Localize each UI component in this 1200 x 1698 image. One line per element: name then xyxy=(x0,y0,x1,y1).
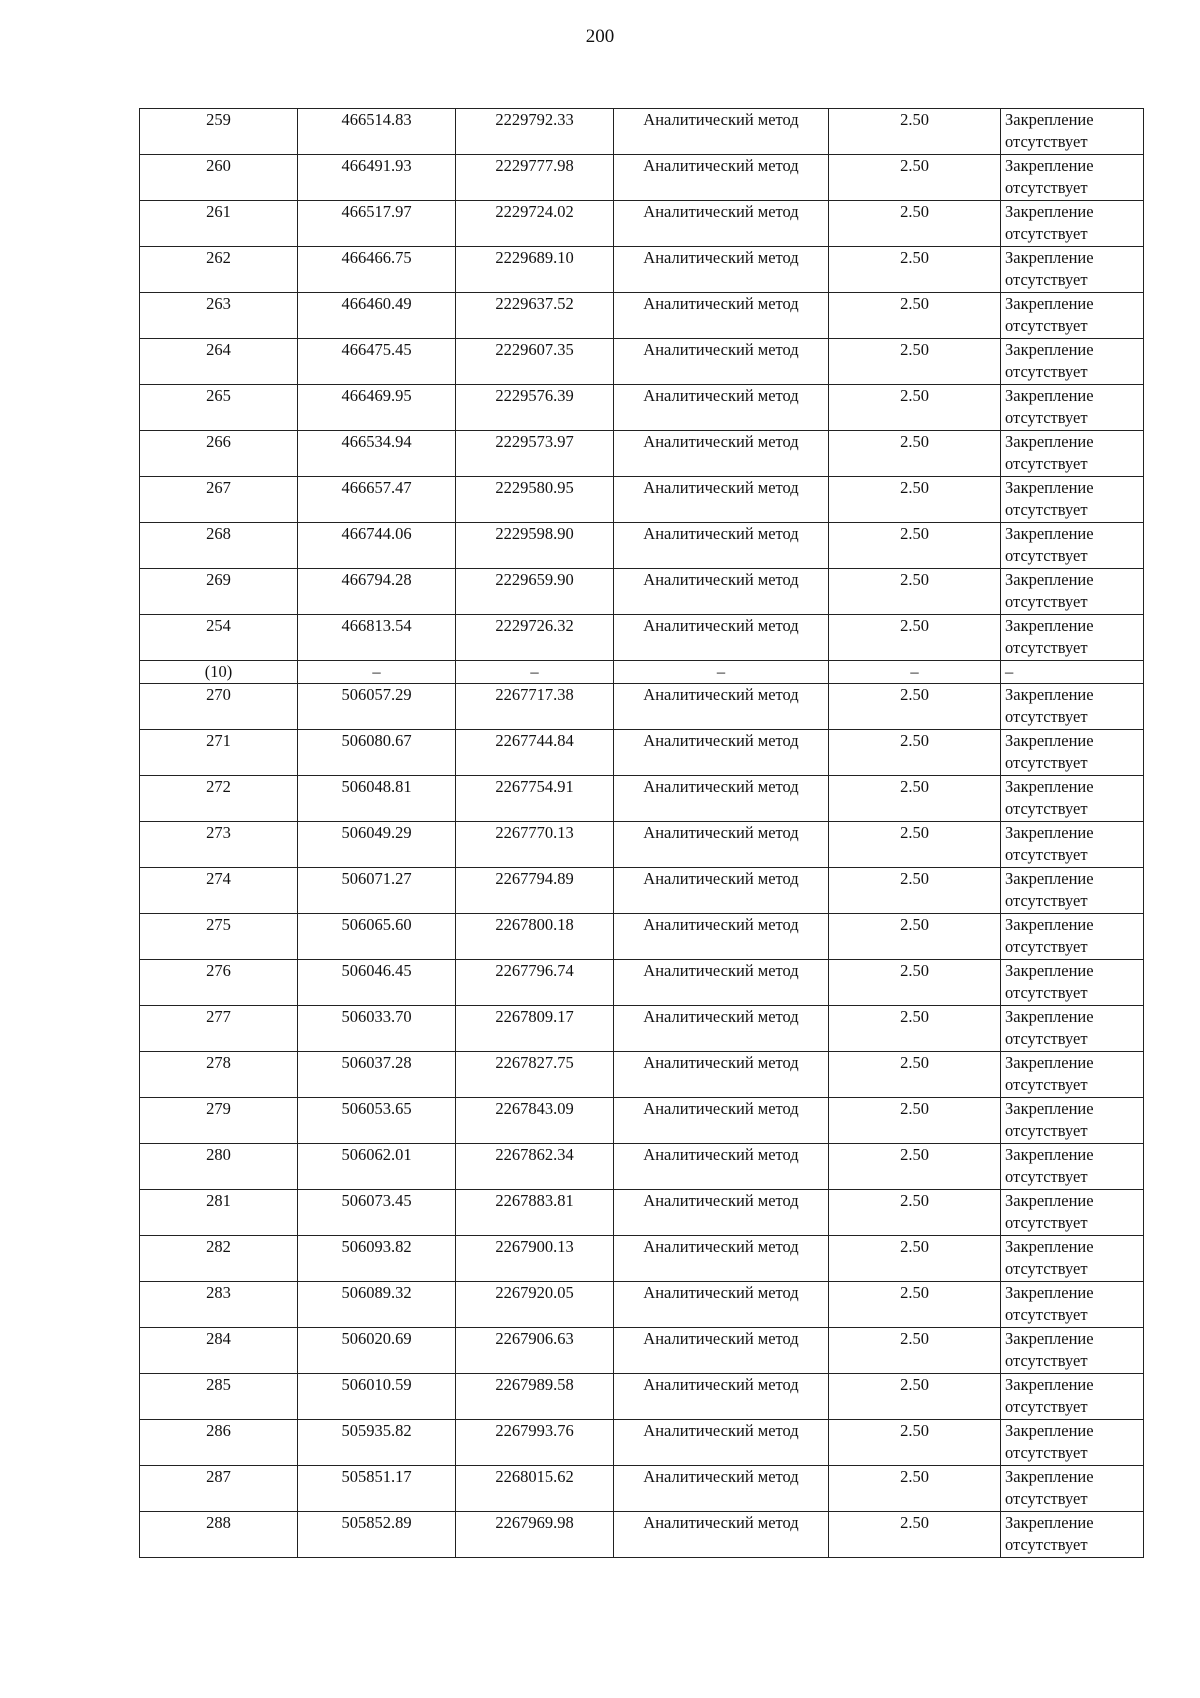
fixation-cell: Закрепление отсутствует xyxy=(1001,730,1144,776)
y-coordinate-cell: 2267969.98 xyxy=(456,1512,614,1558)
fixation-cell: Закрепление отсутствует xyxy=(1001,1006,1144,1052)
point-number-cell: 282 xyxy=(140,1236,298,1282)
table-row xyxy=(140,523,1144,569)
x-coordinate-cell: 506033.70 xyxy=(298,1006,456,1052)
point-number-cell: 273 xyxy=(140,822,298,868)
fixation-cell: Закрепление отсутствует xyxy=(1001,960,1144,1006)
accuracy-cell: 2.50 xyxy=(829,1374,1001,1420)
method-cell: Аналитический метод xyxy=(614,1374,829,1420)
point-number-cell: 266 xyxy=(140,431,298,477)
method-cell: Аналитический метод xyxy=(614,776,829,822)
x-coordinate-cell: 506053.65 xyxy=(298,1098,456,1144)
accuracy-cell: – xyxy=(829,661,1001,684)
point-number-cell: 262 xyxy=(140,247,298,293)
table-row xyxy=(140,868,1144,914)
fixation-cell: Закрепление отсутствует xyxy=(1001,776,1144,822)
method-cell: Аналитический метод xyxy=(614,477,829,523)
point-number-cell: 269 xyxy=(140,569,298,615)
point-number-cell: 271 xyxy=(140,730,298,776)
table-row xyxy=(140,155,1144,201)
fixation-cell: Закрепление отсутствует xyxy=(1001,1374,1144,1420)
y-coordinate-cell: 2229659.90 xyxy=(456,569,614,615)
point-number-cell: 268 xyxy=(140,523,298,569)
x-coordinate-cell: 466514.83 xyxy=(298,109,456,155)
table-row xyxy=(140,109,1144,155)
method-cell: Аналитический метод xyxy=(614,523,829,569)
method-cell: Аналитический метод xyxy=(614,684,829,730)
method-cell: Аналитический метод xyxy=(614,868,829,914)
x-coordinate-cell: 506071.27 xyxy=(298,868,456,914)
point-number-cell: 280 xyxy=(140,1144,298,1190)
table-row xyxy=(140,1328,1144,1374)
fixation-cell: Закрепление отсутствует xyxy=(1001,385,1144,431)
method-cell: Аналитический метод xyxy=(614,615,829,661)
y-coordinate-cell: 2267883.81 xyxy=(456,1190,614,1236)
fixation-cell: Закрепление отсутствует xyxy=(1001,109,1144,155)
y-coordinate-cell: 2267843.09 xyxy=(456,1098,614,1144)
x-coordinate-cell: 505851.17 xyxy=(298,1466,456,1512)
x-coordinate-cell: 505852.89 xyxy=(298,1512,456,1558)
fixation-cell: Закрепление отсутствует xyxy=(1001,339,1144,385)
method-cell: Аналитический метод xyxy=(614,1466,829,1512)
method-cell: Аналитический метод xyxy=(614,1052,829,1098)
accuracy-cell: 2.50 xyxy=(829,1098,1001,1144)
method-cell: Аналитический метод xyxy=(614,1420,829,1466)
y-coordinate-cell: 2229580.95 xyxy=(456,477,614,523)
x-coordinate-cell: 466794.28 xyxy=(298,569,456,615)
accuracy-cell: 2.50 xyxy=(829,1328,1001,1374)
y-coordinate-cell: 2267800.18 xyxy=(456,914,614,960)
y-coordinate-cell: 2267862.34 xyxy=(456,1144,614,1190)
accuracy-cell: 2.50 xyxy=(829,431,1001,477)
table-row xyxy=(140,431,1144,477)
table-row xyxy=(140,1282,1144,1328)
x-coordinate-cell: 466744.06 xyxy=(298,523,456,569)
x-coordinate-cell: 506062.01 xyxy=(298,1144,456,1190)
table-row xyxy=(140,1098,1144,1144)
accuracy-cell: 2.50 xyxy=(829,1420,1001,1466)
y-coordinate-cell: 2229792.33 xyxy=(456,109,614,155)
page-number: 200 xyxy=(585,26,615,47)
table-row xyxy=(140,960,1144,1006)
accuracy-cell: 2.50 xyxy=(829,1144,1001,1190)
table-row xyxy=(140,776,1144,822)
x-coordinate-cell: 506048.81 xyxy=(298,776,456,822)
y-coordinate-cell: 2229724.02 xyxy=(456,201,614,247)
method-cell: Аналитический метод xyxy=(614,155,829,201)
table-row xyxy=(140,477,1144,523)
table-row xyxy=(140,730,1144,776)
point-number-cell: 272 xyxy=(140,776,298,822)
x-coordinate-cell: 506073.45 xyxy=(298,1190,456,1236)
x-coordinate-cell: 506046.45 xyxy=(298,960,456,1006)
x-coordinate-cell: 506057.29 xyxy=(298,684,456,730)
method-cell: Аналитический метод xyxy=(614,1328,829,1374)
point-number-cell: 285 xyxy=(140,1374,298,1420)
x-coordinate-cell: 466460.49 xyxy=(298,293,456,339)
table-row xyxy=(140,1374,1144,1420)
table-row xyxy=(140,822,1144,868)
method-cell: Аналитический метод xyxy=(614,293,829,339)
table-row xyxy=(140,1144,1144,1190)
table-row xyxy=(140,1512,1144,1558)
accuracy-cell: 2.50 xyxy=(829,247,1001,293)
fixation-cell: Закрепление отсутствует xyxy=(1001,247,1144,293)
y-coordinate-cell: 2268015.62 xyxy=(456,1466,614,1512)
y-coordinate-cell: 2229689.10 xyxy=(456,247,614,293)
table-separator-row xyxy=(140,661,1144,684)
accuracy-cell: 2.50 xyxy=(829,1512,1001,1558)
x-coordinate-cell: 506093.82 xyxy=(298,1236,456,1282)
accuracy-cell: 2.50 xyxy=(829,1006,1001,1052)
x-coordinate-cell: 506089.32 xyxy=(298,1282,456,1328)
accuracy-cell: 2.50 xyxy=(829,385,1001,431)
point-number-cell: 264 xyxy=(140,339,298,385)
point-number-cell: 286 xyxy=(140,1420,298,1466)
y-coordinate-cell: – xyxy=(456,661,614,684)
fixation-cell: Закрепление отсутствует xyxy=(1001,523,1144,569)
point-number-cell: 274 xyxy=(140,868,298,914)
x-coordinate-cell: 466469.95 xyxy=(298,385,456,431)
point-number-cell: 278 xyxy=(140,1052,298,1098)
fixation-cell: Закрепление отсутствует xyxy=(1001,1328,1144,1374)
y-coordinate-cell: 2229607.35 xyxy=(456,339,614,385)
y-coordinate-cell: 2229573.97 xyxy=(456,431,614,477)
y-coordinate-cell: 2267906.63 xyxy=(456,1328,614,1374)
method-cell: Аналитический метод xyxy=(614,339,829,385)
y-coordinate-cell: 2267993.76 xyxy=(456,1420,614,1466)
y-coordinate-cell: 2267900.13 xyxy=(456,1236,614,1282)
method-cell: Аналитический метод xyxy=(614,1098,829,1144)
y-coordinate-cell: 2267717.38 xyxy=(456,684,614,730)
table-row xyxy=(140,914,1144,960)
y-coordinate-cell: 2267989.58 xyxy=(456,1374,614,1420)
fixation-cell: Закрепление отсутствует xyxy=(1001,477,1144,523)
fixation-cell: Закрепление отсутствует xyxy=(1001,1098,1144,1144)
table-row xyxy=(140,569,1144,615)
x-coordinate-cell: 505935.82 xyxy=(298,1420,456,1466)
point-number-cell: 254 xyxy=(140,615,298,661)
method-cell: Аналитический метод xyxy=(614,109,829,155)
y-coordinate-cell: 2267770.13 xyxy=(456,822,614,868)
fixation-cell: Закрепление отсутствует xyxy=(1001,615,1144,661)
table-row xyxy=(140,201,1144,247)
y-coordinate-cell: 2229726.32 xyxy=(456,615,614,661)
x-coordinate-cell: 466466.75 xyxy=(298,247,456,293)
accuracy-cell: 2.50 xyxy=(829,109,1001,155)
accuracy-cell: 2.50 xyxy=(829,1466,1001,1512)
x-coordinate-cell: 466534.94 xyxy=(298,431,456,477)
accuracy-cell: 2.50 xyxy=(829,339,1001,385)
fixation-cell: Закрепление отсутствует xyxy=(1001,569,1144,615)
point-number-cell: 267 xyxy=(140,477,298,523)
fixation-cell: Закрепление отсутствует xyxy=(1001,1420,1144,1466)
point-number-cell: 275 xyxy=(140,914,298,960)
fixation-cell: Закрепление отсутствует xyxy=(1001,293,1144,339)
point-number-cell: 276 xyxy=(140,960,298,1006)
y-coordinate-cell: 2267809.17 xyxy=(456,1006,614,1052)
point-number-cell: 284 xyxy=(140,1328,298,1374)
accuracy-cell: 2.50 xyxy=(829,477,1001,523)
x-coordinate-cell: 506065.60 xyxy=(298,914,456,960)
method-cell: Аналитический метод xyxy=(614,1282,829,1328)
accuracy-cell: 2.50 xyxy=(829,914,1001,960)
x-coordinate-cell: 506080.67 xyxy=(298,730,456,776)
fixation-cell: Закрепление отсутствует xyxy=(1001,868,1144,914)
method-cell: Аналитический метод xyxy=(614,914,829,960)
point-number-cell: (10) xyxy=(140,661,298,684)
x-coordinate-cell: 466491.93 xyxy=(298,155,456,201)
method-cell: Аналитический метод xyxy=(614,1006,829,1052)
x-coordinate-cell: 506037.28 xyxy=(298,1052,456,1098)
accuracy-cell: 2.50 xyxy=(829,684,1001,730)
table-row xyxy=(140,1052,1144,1098)
method-cell: – xyxy=(614,661,829,684)
method-cell: Аналитический метод xyxy=(614,201,829,247)
y-coordinate-cell: 2267796.74 xyxy=(456,960,614,1006)
y-coordinate-cell: 2267754.91 xyxy=(456,776,614,822)
table-row xyxy=(140,1190,1144,1236)
point-number-cell: 263 xyxy=(140,293,298,339)
method-cell: Аналитический метод xyxy=(614,247,829,293)
point-number-cell: 281 xyxy=(140,1190,298,1236)
method-cell: Аналитический метод xyxy=(614,1190,829,1236)
y-coordinate-cell: 2229576.39 xyxy=(456,385,614,431)
accuracy-cell: 2.50 xyxy=(829,868,1001,914)
accuracy-cell: 2.50 xyxy=(829,1282,1001,1328)
x-coordinate-cell: 506010.59 xyxy=(298,1374,456,1420)
point-number-cell: 287 xyxy=(140,1466,298,1512)
fixation-cell: Закрепление отсутствует xyxy=(1001,1512,1144,1558)
x-coordinate-cell: 506049.29 xyxy=(298,822,456,868)
x-coordinate-cell: 466657.47 xyxy=(298,477,456,523)
fixation-cell: Закрепление отсутствует xyxy=(1001,822,1144,868)
method-cell: Аналитический метод xyxy=(614,1236,829,1282)
y-coordinate-cell: 2267744.84 xyxy=(456,730,614,776)
fixation-cell: Закрепление отсутствует xyxy=(1001,201,1144,247)
fixation-cell: Закрепление отсутствует xyxy=(1001,914,1144,960)
fixation-cell: Закрепление отсутствует xyxy=(1001,1282,1144,1328)
point-number-cell: 265 xyxy=(140,385,298,431)
table-row xyxy=(140,339,1144,385)
fixation-cell: Закрепление отсутствует xyxy=(1001,1190,1144,1236)
point-number-cell: 277 xyxy=(140,1006,298,1052)
fixation-cell: Закрепление отсутствует xyxy=(1001,1144,1144,1190)
accuracy-cell: 2.50 xyxy=(829,1236,1001,1282)
fixation-cell: Закрепление отсутствует xyxy=(1001,155,1144,201)
point-number-cell: 283 xyxy=(140,1282,298,1328)
fixation-cell: – xyxy=(1001,661,1144,684)
method-cell: Аналитический метод xyxy=(614,822,829,868)
accuracy-cell: 2.50 xyxy=(829,960,1001,1006)
method-cell: Аналитический метод xyxy=(614,1144,829,1190)
table-row xyxy=(140,385,1144,431)
table-row xyxy=(140,1420,1144,1466)
fixation-cell: Закрепление отсутствует xyxy=(1001,1236,1144,1282)
accuracy-cell: 2.50 xyxy=(829,1052,1001,1098)
method-cell: Аналитический метод xyxy=(614,385,829,431)
table-row xyxy=(140,615,1144,661)
point-number-cell: 288 xyxy=(140,1512,298,1558)
method-cell: Аналитический метод xyxy=(614,730,829,776)
coordinates-table xyxy=(139,108,1144,1558)
y-coordinate-cell: 2267920.05 xyxy=(456,1282,614,1328)
fixation-cell: Закрепление отсутствует xyxy=(1001,1052,1144,1098)
point-number-cell: 279 xyxy=(140,1098,298,1144)
accuracy-cell: 2.50 xyxy=(829,615,1001,661)
accuracy-cell: 2.50 xyxy=(829,822,1001,868)
y-coordinate-cell: 2229598.90 xyxy=(456,523,614,569)
table-body xyxy=(140,109,1144,1558)
fixation-cell: Закрепление отсутствует xyxy=(1001,684,1144,730)
table-row xyxy=(140,1236,1144,1282)
table-row xyxy=(140,684,1144,730)
accuracy-cell: 2.50 xyxy=(829,155,1001,201)
table-row xyxy=(140,293,1144,339)
y-coordinate-cell: 2267827.75 xyxy=(456,1052,614,1098)
fixation-cell: Закрепление отсутствует xyxy=(1001,1466,1144,1512)
accuracy-cell: 2.50 xyxy=(829,201,1001,247)
y-coordinate-cell: 2229637.52 xyxy=(456,293,614,339)
method-cell: Аналитический метод xyxy=(614,960,829,1006)
fixation-cell: Закрепление отсутствует xyxy=(1001,431,1144,477)
point-number-cell: 260 xyxy=(140,155,298,201)
x-coordinate-cell: 466517.97 xyxy=(298,201,456,247)
y-coordinate-cell: 2229777.98 xyxy=(456,155,614,201)
x-coordinate-cell: – xyxy=(298,661,456,684)
x-coordinate-cell: 466813.54 xyxy=(298,615,456,661)
accuracy-cell: 2.50 xyxy=(829,730,1001,776)
x-coordinate-cell: 506020.69 xyxy=(298,1328,456,1374)
table-row xyxy=(140,247,1144,293)
accuracy-cell: 2.50 xyxy=(829,569,1001,615)
method-cell: Аналитический метод xyxy=(614,569,829,615)
accuracy-cell: 2.50 xyxy=(829,776,1001,822)
y-coordinate-cell: 2267794.89 xyxy=(456,868,614,914)
accuracy-cell: 2.50 xyxy=(829,523,1001,569)
point-number-cell: 259 xyxy=(140,109,298,155)
point-number-cell: 270 xyxy=(140,684,298,730)
table-row xyxy=(140,1006,1144,1052)
method-cell: Аналитический метод xyxy=(614,431,829,477)
method-cell: Аналитический метод xyxy=(614,1512,829,1558)
table-row xyxy=(140,1466,1144,1512)
point-number-cell: 261 xyxy=(140,201,298,247)
accuracy-cell: 2.50 xyxy=(829,293,1001,339)
accuracy-cell: 2.50 xyxy=(829,1190,1001,1236)
x-coordinate-cell: 466475.45 xyxy=(298,339,456,385)
